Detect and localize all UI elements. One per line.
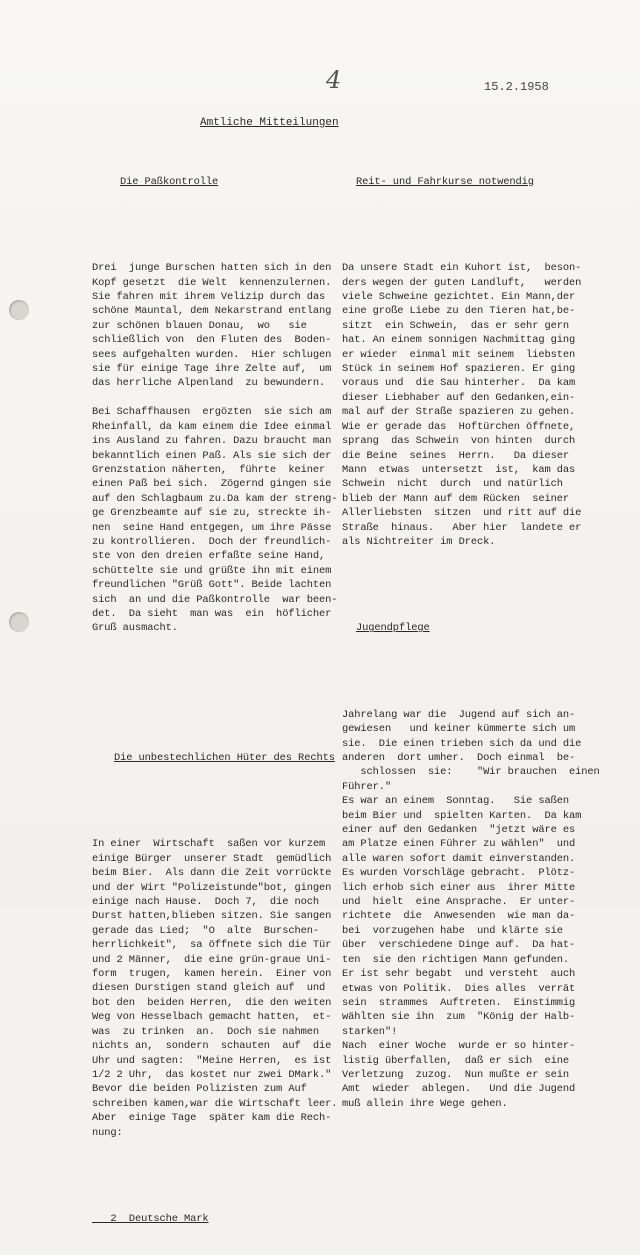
text-line: das herrliche Alpenland zu bewundern. (92, 377, 326, 390)
text-line: als Nichtreiter im Dreck. (342, 535, 496, 548)
text-line: bekanntlich einen Paß. Als sie sich der (92, 449, 332, 462)
text-line: was zu trinken an. Doch sie nahmen (92, 1025, 320, 1038)
text-line: sees aufgehalten wurden. Hier schlugen (92, 348, 332, 361)
text-line: Jahrelang war die Jugend auf sich an- (342, 708, 576, 721)
text-line: schöne Mauntal, dem Nekarstrand entlang (92, 305, 332, 318)
text-line: etwas von Politik. Dies alles verrät (342, 982, 576, 995)
text-line: eine große Liebe zu den Tieren hat,be- (342, 305, 576, 318)
text-line: Straße hinaus. Aber hier landete er (342, 521, 582, 534)
article-title: Die unbestechlichen Hüter des Rechts (114, 752, 335, 764)
text-line: dieser Liebhaber auf den Gedanken,ein- (342, 391, 576, 404)
text-line: Bei Schaffhausen ergözten sie sich am (92, 406, 332, 419)
text-line: sie. Die einen trieben sich da und die (342, 737, 582, 750)
text-line: Da unsere Stadt ein Kuhort ist, beson- (342, 262, 582, 275)
article-body (342, 708, 600, 1111)
text-line: diesen Durstigen stand gleich auf und (92, 982, 326, 995)
text-line: einige nach Hause. Doch 7, die noch (92, 896, 320, 909)
text-line: freundlichen "Grüß Gott". Beide lachten (92, 579, 332, 592)
text-line: viele Schweine gezichtet. Ein Mann,der (342, 291, 576, 304)
article-body (92, 261, 337, 636)
text-line: Es war an einem Sonntag. Sie saßen (342, 795, 570, 808)
text-line: beim Bier und spielten Karten. Da kam (342, 809, 582, 822)
text-line: Weg von Hesselbach gemacht hatten, et- (92, 1011, 332, 1024)
article-title: Jugendpflege (356, 622, 430, 635)
text-line: Uhr und sagten: "Meine Herren, es ist (92, 1054, 332, 1067)
text-line: Nach einer Woche wurde er so hinter- (342, 1040, 576, 1053)
text-line: sein strammes Auftreten. Einstimmig (342, 996, 576, 1009)
date-stamp: 15.2.1958 (484, 80, 549, 94)
text-line: richtete die Anwesenden wie man da- (342, 910, 576, 923)
text-line: Gruß ausmacht. (92, 622, 178, 635)
text-line: am Platze einen Führer zu wählen" und (342, 838, 576, 851)
text-line: Aber einige Tage später kam die Rech- (92, 1112, 332, 1125)
text-line: nen seine Hand entgegen, um ihre Pässe (92, 521, 332, 534)
text-line: einige Bürger unserer Stadt gemüdlich (92, 852, 332, 865)
text-line: ins Ausland zu fahren. Dazu braucht man (92, 435, 332, 448)
text-line: und 2 Männer, die eine grün-graue Uni- (92, 953, 332, 966)
text-line: schlossen sie: "Wir brauchen einen (342, 766, 600, 779)
text-line: Verletzung zuzog. Nun mußte er sein (342, 1068, 570, 1081)
text-line: bei vorzugehen habe und klärte sie (342, 924, 563, 937)
text-line: Es wurden Vorschläge gebracht. Plötz- (342, 867, 576, 880)
page-header: Amtliche Mitteilungen (200, 117, 339, 129)
text-line: über verschiedene Dinge auf. Da hat- (342, 939, 576, 952)
text-line: beim Bier. Als dann die Zeit vorrückte (92, 867, 332, 880)
text-line: einer auf den Gedanken "jetzt wäre es (342, 824, 576, 837)
text-line: ste von den dreien erfaßte seine Hand, (92, 550, 326, 563)
text-line: einen Paß bei sich. Zögernd gingen sie (92, 478, 332, 491)
text-line: Durst hatten,blieben sitzen. Sie sangen (92, 910, 332, 923)
text-line: und der Wirt "Polizeistunde"bot, gingen (92, 881, 332, 894)
text-line: sitzt ein Schwein, das er sehr gern (342, 319, 570, 332)
text-line: det. Da sieht man was ein höflicher (92, 607, 332, 620)
article-closing: 2 Deutsche Mark (92, 1212, 209, 1225)
text-line: Wie er gerade das Hoftürchen öffnete, (342, 420, 576, 433)
left-column (92, 146, 337, 1255)
text-line: Grenzstation näherten, führte keiner (92, 463, 326, 476)
text-line: ge Grenzbeamte auf sie zu, streckte ih- (92, 507, 332, 520)
article-title: Reit- und Fahrkurse notwendig (356, 175, 534, 188)
text-line: Kopf gesetzt die Welt kennenzulernen. (92, 276, 332, 289)
text-line: mal auf der Straße spazieren zu gehen. (342, 406, 576, 419)
page-number: 4 (326, 66, 342, 94)
text-line: Rheinfall, da kam einem die Idee einmal (92, 420, 332, 433)
text-line: gerade das Lied; "O alte Burschen- (92, 924, 320, 937)
text-line: zu kontrollieren. Doch der freundlich- (92, 535, 332, 548)
text-line: Er ist sehr begabt und versteht auch (342, 968, 576, 981)
right-column (342, 146, 600, 1140)
text-line: 1/2 2 Uhr, das kostet nur zwei DMark." (92, 1068, 332, 1081)
text-line: starken"! (342, 1025, 398, 1038)
text-line: zur schönen blauen Donau, wo sie (92, 319, 307, 332)
text-line (92, 391, 337, 405)
text-line: er wieder einmal mit seinem liebsten (342, 348, 576, 361)
text-line: Sie fahren mit ihrem Velizip durch das (92, 291, 326, 304)
text-line: Stück in seinem Hof spazieren. Er ging (342, 363, 576, 376)
text-line: nung: (92, 1126, 123, 1139)
text-line: blieb der Mann auf dem Rücken seiner (342, 492, 570, 505)
article-body (342, 261, 592, 549)
text-line: muß allein ihre Wege gehen. (342, 1097, 508, 1110)
text-line: listig überfallen, daß er sich eine (342, 1054, 570, 1067)
text-line: Führer." (342, 780, 392, 793)
text-line: lich erhob sich einer aus ihrer Mitte (342, 881, 576, 894)
text-line: schließlich von den Fluten des Boden- (92, 334, 332, 347)
text-line: bot den beiden Herren, die den weiten (92, 996, 332, 1009)
text-line: voraus und die Sau hinterher. Da kam (342, 377, 576, 390)
text-line: alle waren sofort damit einverstanden. (342, 852, 576, 865)
text-line: Bevor die beiden Polizisten zum Auf (92, 1083, 307, 1096)
text-line: sich an und die Paßkontrolle war been- (92, 593, 338, 606)
text-line: hat. An einem sonnigen Nachmittag ging (342, 334, 576, 347)
text-line: Drei junge Burschen hatten sich in den (92, 262, 332, 275)
text-line: nichts an, sondern schauten auf die (92, 1040, 332, 1053)
text-line: Mann etwas untersetzt ist, kam das (342, 463, 576, 476)
text-line: sprang das Schwein von hinten durch (342, 435, 576, 448)
text-line: sie für einige Tage ihre Zelte auf, um (92, 363, 332, 376)
text-line: die Beine seines Herrn. Da dieser (342, 449, 570, 462)
text-line: ders wegen der guten Landluft, werden (342, 276, 582, 289)
text-line: auf den Schlagbaum zu.Da kam der streng- (92, 492, 338, 505)
text-line: In einer Wirtschaft saßen vor kurzem (92, 838, 326, 851)
text-line: schreiben kamen,war die Wirtschaft leer. (92, 1097, 338, 1110)
text-line: Schwein nicht durch und natürlich (342, 478, 563, 491)
text-line: anderen dort umher. Doch einmal be- (342, 752, 576, 765)
text-line: form trugen, kamen herein. Einer von (92, 968, 332, 981)
punch-hole (9, 300, 29, 320)
text-line: ten sie den richtigen Mann gefunden. (342, 953, 570, 966)
text-line: Amt wieder ablegen. Und die Jugend (342, 1083, 576, 1096)
article-title: Die Paßkontrolle (120, 175, 219, 188)
text-line: Allerliebsten sitzen und ritt auf die (342, 507, 582, 520)
article-body (92, 837, 337, 1140)
text-line: wählten sie ihn zum "König der Halb- (342, 1011, 576, 1024)
text-line: herrlichkeit", sa öffnete sich die Tür (92, 939, 332, 952)
text-line: gewiesen und keiner kümmerte sich um (342, 723, 576, 736)
text-line: schüttelte sie und grüßte ihn mit einem (92, 564, 332, 577)
punch-hole (9, 612, 29, 632)
text-line: und hielt eine Ansprache. Er unter- (342, 896, 576, 909)
